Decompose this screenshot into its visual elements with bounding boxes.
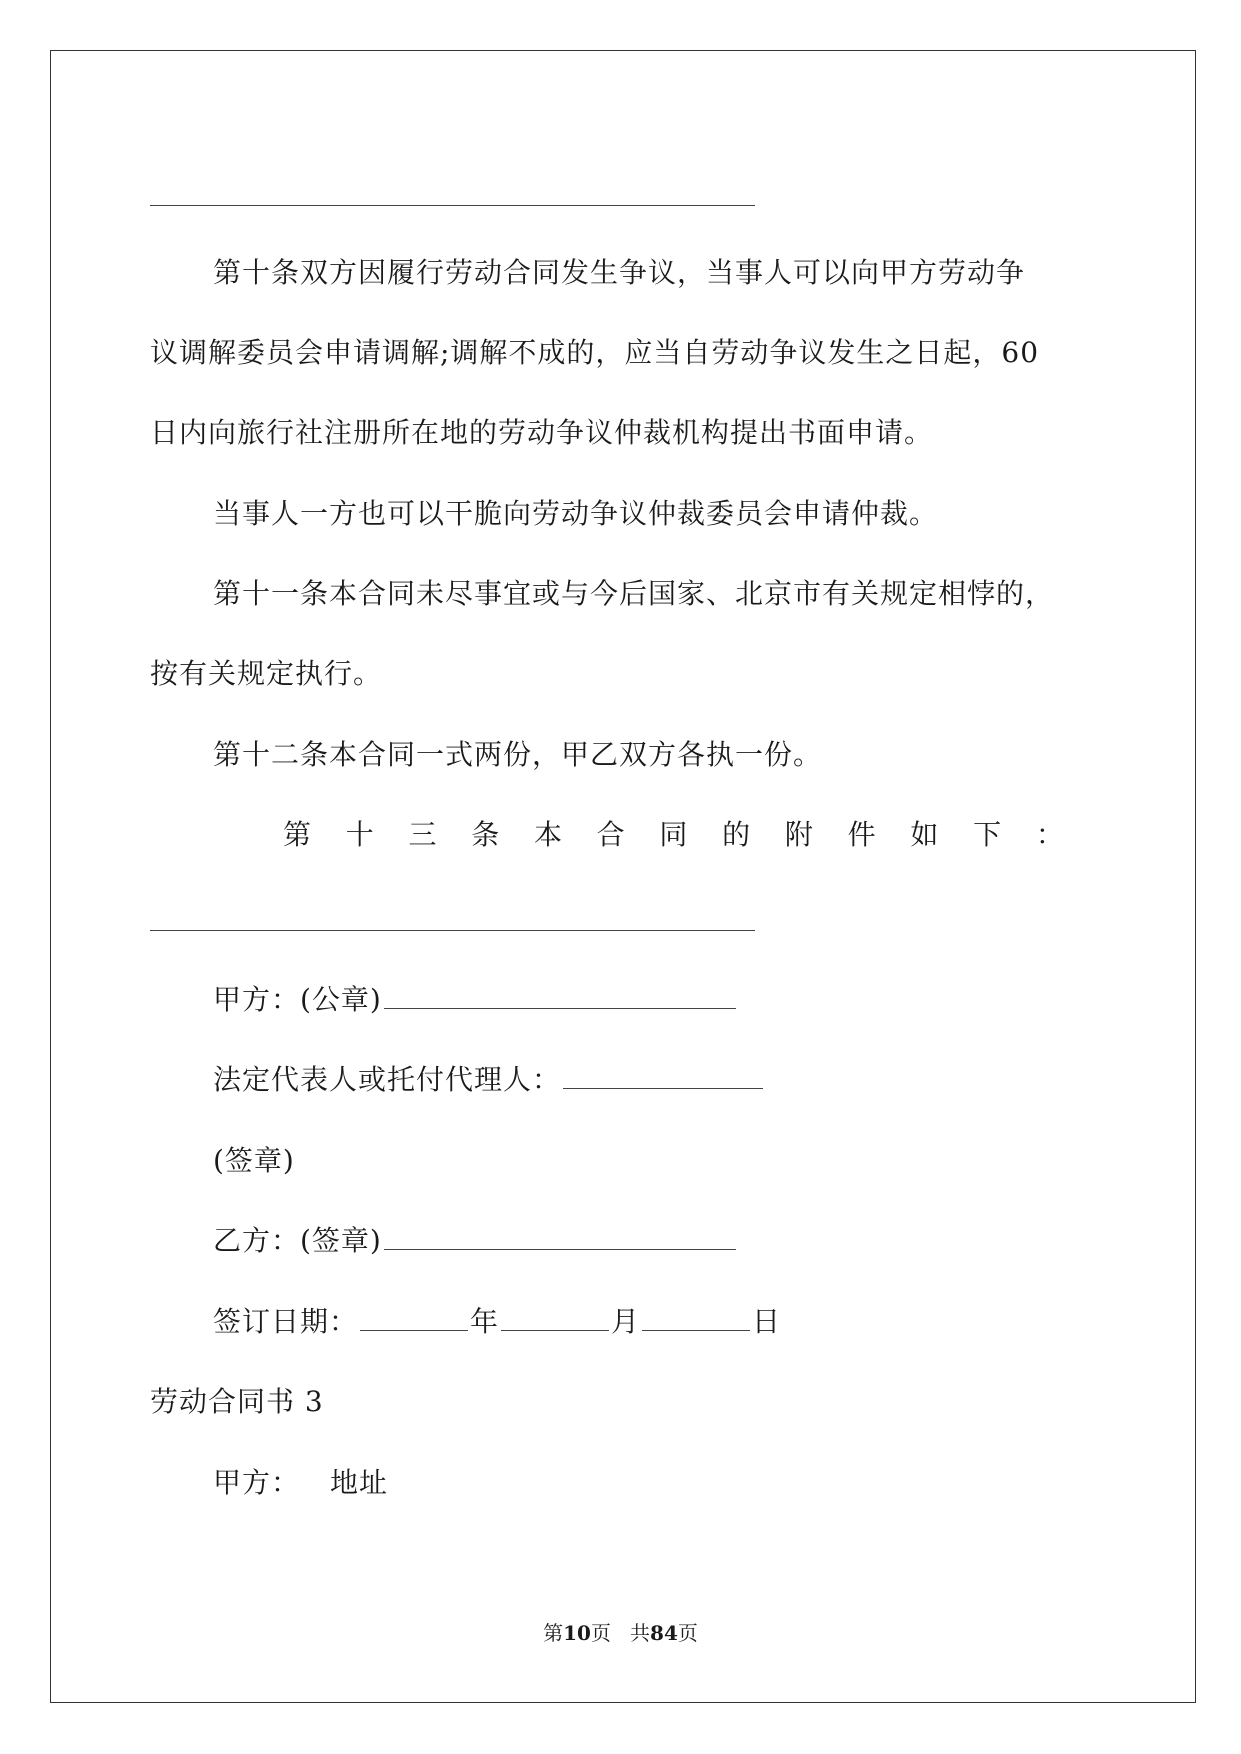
article-10-line-2: 议调解委员会申请调解;调解不成的，应当自劳动争议发生之日起，60 [150,336,1040,369]
article-13-char: 同 [659,818,689,851]
legal-rep-row [213,1060,765,1100]
next-party-a-row [213,1463,388,1503]
next-address-label: 地址 [330,1466,389,1499]
article-11-line-2: 按有关规定执行。 [150,657,383,690]
legal-rep-blank[interactable] [563,1062,763,1089]
article-13-char: 件 [847,818,877,851]
party-a-seal-row [213,980,738,1020]
month-blank[interactable] [501,1304,609,1331]
article-13-char: 条 [471,818,501,851]
total-pages: 84 [650,1621,678,1645]
article-13-char: 合 [596,818,626,851]
day-label: 日 [752,1305,782,1338]
page-footer [0,1620,1241,1646]
footer-page-suffix: 页 [590,1621,611,1645]
footer-total-prefix: 共 [630,1621,651,1645]
article-13-char: 如 [910,818,940,851]
attachment-blank-line [150,930,755,931]
article-11-line-1: 第十一条本合同未尽事宜或与今后国家、北京市有关规定相悖的， [213,577,1055,610]
party-b-label: 乙方：(签章) [213,1224,382,1257]
article-13-char: 附 [784,818,814,851]
article-10-line-4: 当事人一方也可以干脆向劳动争议仲裁委员会申请仲裁。 [213,497,939,530]
signing-date-row [213,1302,781,1342]
article-13 [283,815,1065,855]
year-label: 年 [470,1305,500,1338]
article-13-char: 三 [408,818,438,851]
next-contract-title: 劳动合同书 3 [150,1385,324,1418]
article-13-char: 下 [973,818,1003,851]
year-blank[interactable] [360,1304,468,1331]
article-13-char: 第 [283,818,313,851]
article-10-line-1: 第十条双方因履行劳动合同发生争议，当事人可以向甲方劳动争 [213,256,1026,289]
legal-rep-label: 法定代表人或托付代理人： [213,1063,562,1096]
footer-total-suffix: 页 [677,1621,698,1645]
article-13-char: 本 [533,818,563,851]
party-a-seal-label: 甲方：(公章) [213,983,382,1016]
page-number: 10 [563,1621,591,1645]
seal-label: (签章) [213,1144,295,1177]
article-13-char: ： [1035,818,1065,851]
month-label: 月 [611,1305,641,1338]
signing-date-label: 签订日期： [213,1305,359,1338]
party-a-seal-blank[interactable] [384,982,736,1009]
next-party-a-label: 甲方： [213,1466,301,1499]
article-10-line-3: 日内向旅行社注册所在地的劳动争议仲裁机构提出书面申请。 [150,416,934,449]
party-b-blank[interactable] [384,1223,736,1250]
page-border [50,50,1196,1703]
article-12: 第十二条本合同一式两份，甲乙双方各执一份。 [213,738,823,771]
article-13-char: 的 [722,818,752,851]
footer-prefix: 第 [543,1621,564,1645]
party-b-row [213,1221,738,1261]
day-blank[interactable] [642,1304,750,1331]
article-13-char: 十 [345,818,375,851]
top-blank-line [150,205,755,206]
